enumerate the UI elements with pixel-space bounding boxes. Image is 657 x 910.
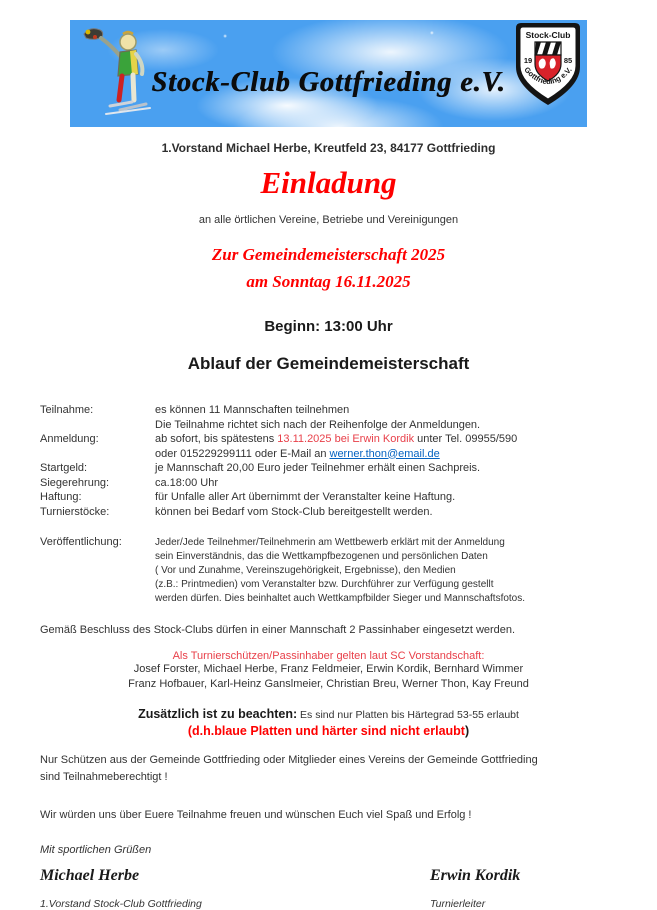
detail-row-haftung [40,490,617,505]
detail-row-anmeldung [40,432,617,461]
signature-block [40,867,617,910]
begin-time: Beginn: 13:00 Uhr [264,318,393,335]
email-link[interactable]: werner.thon@email.de [329,447,440,460]
deadline-highlight: 13.11.2025 bei Erwin Kordik [277,433,415,445]
event-name: Zur Gemeindemeisterschaft 2025 [211,245,446,264]
detail-row-startgeld [40,461,617,476]
detail-label: Anmeldung: [40,433,99,445]
detail-label: Startgeld: [40,462,88,474]
signature-role-right: Turnierleiter [430,898,486,910]
eisstock-player-icon [76,22,168,122]
club-title: Stock-Club Gottfrieding e.V. [151,66,506,98]
detail-label: Turnierstöcke: [40,505,110,518]
eligibility-note: Nur Schützen aus der Gemeinde Gottfrieding oder Mitglieder eines Vereins der Gemeinde Gottfrieding sind Teilnahmeberechtigt ! [40,754,538,783]
detail-row-turnierstoecke [40,505,617,520]
details-table [40,403,617,606]
detail-value-line: werden dürfen. Dies beinhaltet auch Wettkampfbilder Sieger und Mannschaftsfotos. [155,593,526,604]
greeting-line: Mit sportlichen Grüßen [40,844,152,856]
detail-label: Teilnahme: [40,404,94,416]
detail-value-line: für Unfalle aller Art übernimmt der Veranstalter keine Haftung. [155,491,456,503]
detail-value-line: (z.B.: Printmedien) vom Veranstalter bzw. Durchführer zur Verfügung gestellt [155,579,494,590]
detail-row-veroeffentlichung [40,535,617,606]
additional-note: Zusätzlich ist zu beachten: Es sind nur Platten bis Härtegrad 53-55 erlaubt [138,707,519,721]
detail-label: Haftung: [40,491,82,503]
detail-value-line: oder 015229299111 oder E-Mail an werner.thon@email.de [155,447,440,460]
detail-row-teilnahme [40,403,617,432]
detail-value-line: Jeder/Jede Teilnehmer/Teilnehmerin am Wettbewerb erklärt mit der Anmeldung [155,537,505,548]
event-title [0,241,657,295]
detail-label: Siegerehrung: [40,476,110,489]
hardness-warning: (d.h.blaue Platten und härter sind nicht erlaubt) [187,724,470,738]
signature-name-left: Michael Herbe [40,867,140,884]
signature-name-right: Erwin Kordik [430,867,521,884]
detail-value-line: sein Einverständnis, das die Wettkampfbezogenen und persönlichen Daten [155,551,488,562]
recipients-line: an alle örtlichen Vereine, Betriebe und Vereinigungen [198,214,459,226]
crest-year-right: 85 [563,56,573,65]
club-crest-icon [515,22,581,106]
vorstand-address-line: 1.Vorstand Michael Herbe, Kreutfeld 23, 84177 Gottfrieding [161,141,496,155]
detail-value-line: Die Teilnahme richtet sich nach der Reihenfolge der Anmeldungen. [155,418,481,431]
turnierschuetzen-names-line1: Josef Forster, Michael Herbe, Franz Feldmeier, Erwin Kordik, Bernhard Wimmer [133,663,524,675]
detail-row-siegerehrung [40,476,617,491]
turnierschuetzen-names-line2: Franz Hofbauer, Karl-Heinz Ganslmeier, Christian Breu, Werner Thon, Kay Freund [128,678,529,690]
document-body [0,141,657,910]
detail-value-line: können bei Bedarf vom Stock-Club bereitgestellt werden. [155,505,433,518]
detail-value-line: ( Vor und Zunahme, Vereinszugehörigkeit, Ergebnisse), den Medien [155,565,456,576]
detail-value-line: je Mannschaft 20,00 Euro jeder Teilnehmer erhält einen Sachpreis. [155,462,481,474]
detail-value-line: ca.18:00 Uhr [155,476,218,489]
section-heading: Ablauf der Gemeindemeisterschaft [187,354,470,373]
closing-line: Wir würden uns über Euere Teilnahme freuen und wünschen Euch viel Spaß und Erfolg ! [40,809,472,821]
signature-role-left: 1.Vorstand Stock-Club Gottfrieding [40,898,202,910]
crest-top-text: Stock-Club [525,30,571,40]
club-banner [70,20,587,127]
detail-label: Veröffentlichung: [40,536,122,548]
detail-value-line: es können 11 Mannschaften teilnehmen [155,404,350,416]
passinhaber-note: Gemäß Beschluss des Stock-Clubs dürfen in einer Mannschaft 2 Passinhaber eingesetzt werden. [40,624,516,636]
detail-value-line: ab sofort, bis spätestens 13.11.2025 bei Erwin Kordik unter Tel. 09955/590 [155,433,518,445]
crest-bottom-text: Gottfrieding e.V. [522,65,574,87]
page-title: Einladung [260,165,397,200]
crest-year-left: 19 [523,56,533,65]
turnierschuetzen-heading: Als Turnierschützen/Passinhaber gelten laut SC Vorstandschaft: [172,650,485,662]
event-date: am Sonntag 16.11.2025 [246,272,411,291]
